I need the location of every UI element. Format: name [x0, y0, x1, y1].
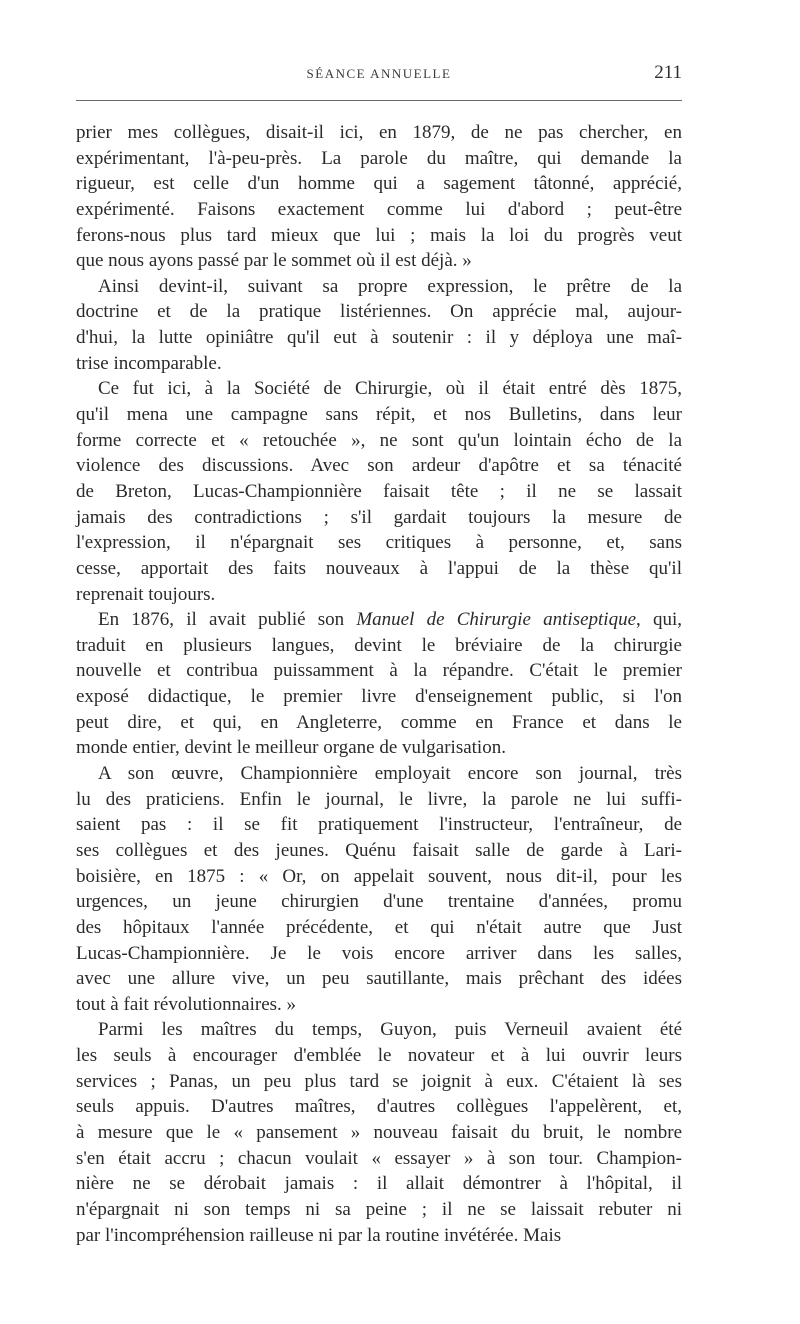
text-line: jamais des contradictions ; s'il gardait toujours la mesure de: [76, 506, 682, 528]
text-line: peut dire, et qui, en Angleterre, comme en France et dans le: [76, 711, 682, 733]
text-line: seuls appuis. D'autres maîtres, d'autres collègues l'appelèrent, et,: [76, 1096, 682, 1118]
text-line: d'hui, la lutte opiniâtre qu'il eut à soutenir : il y déploya une maî-: [76, 327, 682, 349]
text-line: les seuls à encourager d'emblée le novateur et à lui ouvrir leurs: [76, 1045, 682, 1067]
text-line: de Breton, Lucas-Championnière faisait tête ; il ne se lassait: [76, 480, 682, 502]
text-line: à mesure que le « pansement » nouveau faisait du bruit, le nombre: [76, 1121, 682, 1143]
body-text: [76, 120, 682, 1248]
paragraph: [76, 607, 682, 761]
text-line: boisière, en 1875 : « Or, on appelait souvent, nous dit-il, pour les: [76, 865, 682, 887]
text-run: En 1876, il avait publié son: [98, 609, 357, 631]
text-line: Lucas-Championnière. Je le vois encore arriver dans les salles,: [76, 942, 682, 964]
text-line: monde entier, devint le meilleur organe de vulgarisation.: [76, 737, 506, 759]
text-line: services ; Panas, un peu plus tard se joignit à eux. C'étaient là ses: [76, 1070, 682, 1092]
text-line: que nous ayons passé par le sommet où il est déjà. »: [76, 250, 472, 272]
text-line: traduit en plusieurs langues, devint le bréviaire de la chirurgie: [76, 634, 682, 656]
text-line: rigueur, est celle d'un homme qui a sagement tâtonné, apprécié,: [76, 173, 682, 195]
text-line: lu des praticiens. Enfin le journal, le livre, la parole ne lui suffi-: [76, 788, 682, 810]
text-line: urgences, un jeune chirurgien d'une trentaine d'années, promu: [76, 891, 682, 913]
text-line: Ce fut ici, à la Société de Chirurgie, où il était entré dès 1875,: [98, 378, 682, 400]
paragraph: [76, 274, 682, 377]
text-line: reprenait toujours.: [76, 583, 216, 605]
text-line: expérimenté. Faisons exactement comme lui d'abord ; peut-être: [76, 198, 682, 220]
text-line: tout à fait révolutionnaires. »: [76, 993, 297, 1015]
text-line: A son œuvre, Championnière employait encore son journal, très: [98, 763, 682, 785]
text-line: avec une allure vive, un peu sautillante, mais prêchant des idées: [76, 968, 682, 990]
text-line: des hôpitaux l'année précédente, et qui n'était autre que Just: [76, 916, 682, 938]
text-line: prier mes collègues, disait-il ici, en 1879, de ne pas chercher, en: [76, 122, 682, 143]
text-line: cesse, apportait des faits nouveaux à l'appui de la thèse qu'il: [76, 557, 682, 579]
text-line: ses collègues et des jeunes. Quénu faisait salle de garde à Lari-: [76, 839, 682, 861]
paragraph: [76, 761, 682, 1017]
paragraph: [76, 120, 682, 274]
text-line: n'épargnait ni son temps ni sa peine ; il ne se laissait rebuter ni: [76, 1198, 682, 1220]
text-line: Ainsi devint-il, suivant sa propre expression, le prêtre de la: [98, 275, 682, 297]
header-rule: [76, 100, 682, 101]
text-line: expérimentant, l'à-peu-près. La parole du maître, qui demande la: [76, 147, 682, 169]
text-line: nouvelle et contribua puissamment à la répandre. C'était le premier: [76, 660, 682, 682]
text-line: nière ne se dérobait jamais : il allait démontrer à l'hôpital, il: [76, 1173, 682, 1195]
text-line: exposé didactique, le premier livre d'enseignement public, si l'on: [76, 686, 682, 708]
book-title-italic: Manuel de Chirurgie antiseptique: [356, 609, 637, 631]
text-line: violence des discussions. Avec son ardeur d'apôtre et sa ténacité: [76, 455, 682, 477]
text-line: saient pas : il se fit pratiquement l'instructeur, l'entraîneur, de: [76, 814, 682, 836]
text-run: , qui,: [636, 609, 682, 631]
text-line: forme correcte et « retouchée », ne sont qu'un lointain écho de la: [76, 429, 682, 451]
text-line: trise incomparable.: [76, 352, 222, 374]
text-line: qu'il mena une campagne sans répit, et nos Bulletins, dans leur: [76, 404, 682, 426]
text-line: doctrine et de la pratique listériennes. On apprécie mal, aujour-: [76, 301, 682, 323]
text-line: Parmi les maîtres du temps, Guyon, puis Verneuil avaient été: [98, 1019, 682, 1041]
text-line: ferons-nous plus tard mieux que lui ; mais la loi du progrès veut: [76, 224, 682, 246]
paragraph: [76, 376, 682, 607]
text-line: [76, 607, 682, 633]
page-number: 211: [654, 62, 682, 83]
running-title: SÉANCE ANNUELLE: [306, 66, 452, 81]
paragraph: [76, 1017, 682, 1248]
text-line: par l'incompréhension railleuse ni par la routine invétérée. Mais: [76, 1224, 562, 1246]
text-line: l'expression, il n'épargnait ses critiques à personne, et, sans: [76, 532, 682, 554]
running-head: [76, 62, 682, 86]
text-line: s'en était accru ; chacun voulait « essayer » à son tour. Champion-: [76, 1147, 682, 1169]
